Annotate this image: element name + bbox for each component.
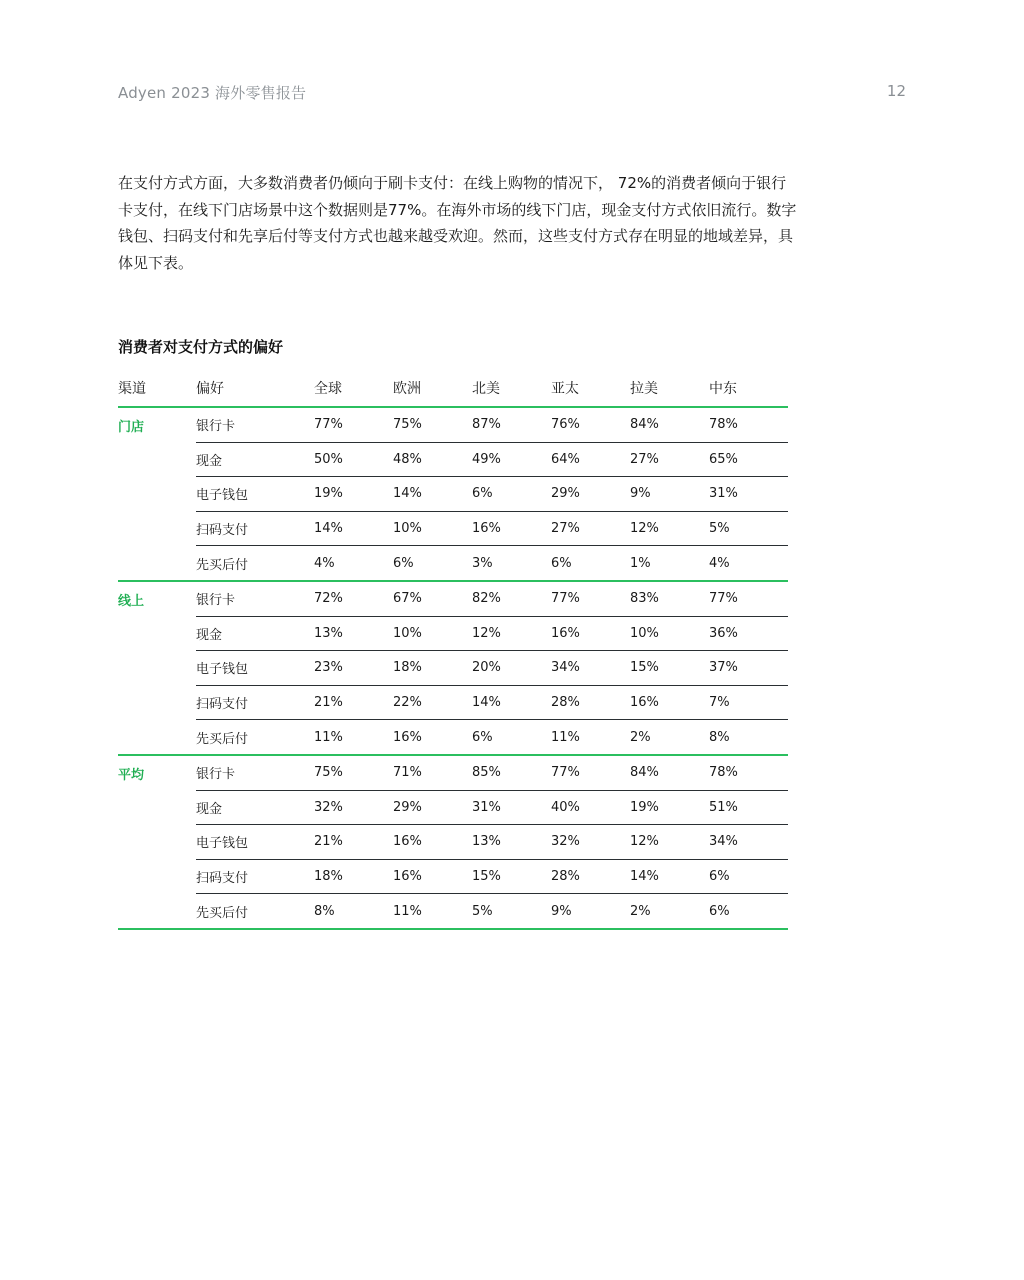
channel-label: 线上 bbox=[118, 581, 196, 755]
table-header-row bbox=[118, 370, 788, 407]
percentage-cell: 77% bbox=[551, 755, 630, 790]
percentage-cell: 77% bbox=[709, 581, 788, 616]
report-header-title: Adyen 2023 海外零售报告 bbox=[118, 84, 307, 102]
percentage-cell: 15% bbox=[630, 651, 709, 686]
page-number: 12 bbox=[886, 82, 906, 100]
percentage-cell: 13% bbox=[472, 825, 551, 860]
percentage-cell: 6% bbox=[709, 859, 788, 894]
preference-label: 扫码支付 bbox=[196, 685, 314, 720]
percentage-cell: 18% bbox=[393, 651, 472, 686]
percentage-cell: 32% bbox=[314, 790, 393, 825]
header-global: 全球 bbox=[314, 381, 342, 397]
percentage-cell: 16% bbox=[393, 720, 472, 755]
percentage-cell: 75% bbox=[314, 755, 393, 790]
percentage-cell: 10% bbox=[630, 616, 709, 651]
table-row bbox=[118, 407, 788, 442]
table-row bbox=[118, 894, 788, 929]
percentage-cell: 71% bbox=[393, 755, 472, 790]
percentage-cell: 14% bbox=[472, 685, 551, 720]
percentage-cell: 78% bbox=[709, 755, 788, 790]
percentage-cell: 28% bbox=[551, 859, 630, 894]
percentage-cell: 14% bbox=[393, 477, 472, 512]
percentage-cell: 9% bbox=[551, 894, 630, 929]
percentage-cell: 27% bbox=[630, 442, 709, 477]
percentage-cell: 8% bbox=[314, 894, 393, 929]
percentage-cell: 5% bbox=[472, 894, 551, 929]
preference-label: 先买后付 bbox=[196, 546, 314, 581]
percentage-cell: 28% bbox=[551, 685, 630, 720]
percentage-cell: 6% bbox=[709, 894, 788, 929]
preference-label: 银行卡 bbox=[196, 581, 314, 616]
percentage-cell: 15% bbox=[472, 859, 551, 894]
percentage-cell: 20% bbox=[472, 651, 551, 686]
percentage-cell: 16% bbox=[393, 825, 472, 860]
percentage-cell: 10% bbox=[393, 511, 472, 546]
channel-label: 门店 bbox=[118, 407, 196, 581]
percentage-cell: 5% bbox=[709, 511, 788, 546]
preference-label: 先买后付 bbox=[196, 720, 314, 755]
percentage-cell: 29% bbox=[393, 790, 472, 825]
table-row bbox=[118, 616, 788, 651]
preference-label: 银行卡 bbox=[196, 755, 314, 790]
channel-label: 平均 bbox=[118, 755, 196, 929]
percentage-cell: 6% bbox=[551, 546, 630, 581]
table-row bbox=[118, 477, 788, 512]
percentage-cell: 50% bbox=[314, 442, 393, 477]
percentage-cell: 27% bbox=[551, 511, 630, 546]
percentage-cell: 18% bbox=[314, 859, 393, 894]
preference-label: 扫码支付 bbox=[196, 511, 314, 546]
table-row bbox=[118, 651, 788, 686]
percentage-cell: 85% bbox=[472, 755, 551, 790]
percentage-cell: 8% bbox=[709, 720, 788, 755]
preference-label: 电子钱包 bbox=[196, 477, 314, 512]
percentage-cell: 37% bbox=[709, 651, 788, 686]
percentage-cell: 29% bbox=[551, 477, 630, 512]
table-row bbox=[118, 720, 788, 755]
percentage-cell: 31% bbox=[472, 790, 551, 825]
header-europe: 欧洲 bbox=[393, 381, 421, 397]
header-apac: 亚太 bbox=[551, 381, 579, 397]
header-channel: 渠道 bbox=[118, 381, 146, 397]
percentage-cell: 87% bbox=[472, 407, 551, 442]
percentage-cell: 11% bbox=[314, 720, 393, 755]
percentage-cell: 12% bbox=[630, 511, 709, 546]
preference-label: 扫码支付 bbox=[196, 859, 314, 894]
intro-paragraph: 在支付方式方面，大多数消费者仍倾向于刷卡支付：在线上购物的情况下， 72%的消费者倾向于银行卡支付，在线下门店场景中这个数据则是77%。在海外市场的线下门店，现金支付方式依旧流行。数字钱包、扫码支付和先享后付等支付方式也越来越受欢迎。然而，这些支付方式存在明显的地域差异，具体见下表。 bbox=[118, 174, 797, 272]
percentage-cell: 83% bbox=[630, 581, 709, 616]
percentage-cell: 11% bbox=[393, 894, 472, 929]
percentage-cell: 6% bbox=[472, 720, 551, 755]
percentage-cell: 10% bbox=[393, 616, 472, 651]
payment-preference-table bbox=[118, 370, 788, 930]
preference-label: 现金 bbox=[196, 616, 314, 651]
preference-label: 先买后付 bbox=[196, 894, 314, 929]
percentage-cell: 84% bbox=[630, 755, 709, 790]
percentage-cell: 67% bbox=[393, 581, 472, 616]
table-row bbox=[118, 685, 788, 720]
percentage-cell: 48% bbox=[393, 442, 472, 477]
percentage-cell: 64% bbox=[551, 442, 630, 477]
percentage-cell: 31% bbox=[709, 477, 788, 512]
percentage-cell: 75% bbox=[393, 407, 472, 442]
percentage-cell: 19% bbox=[314, 477, 393, 512]
percentage-cell: 65% bbox=[709, 442, 788, 477]
preference-label: 电子钱包 bbox=[196, 825, 314, 860]
percentage-cell: 36% bbox=[709, 616, 788, 651]
table-row bbox=[118, 755, 788, 790]
header-preference: 偏好 bbox=[196, 381, 224, 397]
preference-label: 银行卡 bbox=[196, 407, 314, 442]
percentage-cell: 11% bbox=[551, 720, 630, 755]
table-row bbox=[118, 511, 788, 546]
percentage-cell: 34% bbox=[709, 825, 788, 860]
percentage-cell: 21% bbox=[314, 685, 393, 720]
percentage-cell: 2% bbox=[630, 720, 709, 755]
percentage-cell: 19% bbox=[630, 790, 709, 825]
percentage-cell: 12% bbox=[472, 616, 551, 651]
percentage-cell: 4% bbox=[709, 546, 788, 581]
percentage-cell: 23% bbox=[314, 651, 393, 686]
preference-label: 现金 bbox=[196, 442, 314, 477]
percentage-cell: 4% bbox=[314, 546, 393, 581]
percentage-cell: 6% bbox=[472, 477, 551, 512]
percentage-cell: 9% bbox=[630, 477, 709, 512]
table-body bbox=[118, 407, 788, 929]
table-row bbox=[118, 859, 788, 894]
header-north-america: 北美 bbox=[472, 381, 500, 397]
preference-label: 电子钱包 bbox=[196, 651, 314, 686]
header-middle-east: 中东 bbox=[709, 381, 737, 397]
preference-label: 现金 bbox=[196, 790, 314, 825]
percentage-cell: 16% bbox=[551, 616, 630, 651]
table-title: 消费者对支付方式的偏好 bbox=[118, 338, 284, 356]
percentage-cell: 6% bbox=[393, 546, 472, 581]
table-row bbox=[118, 825, 788, 860]
percentage-cell: 14% bbox=[314, 511, 393, 546]
percentage-cell: 78% bbox=[709, 407, 788, 442]
percentage-cell: 34% bbox=[551, 651, 630, 686]
percentage-cell: 32% bbox=[551, 825, 630, 860]
percentage-cell: 72% bbox=[314, 581, 393, 616]
percentage-cell: 40% bbox=[551, 790, 630, 825]
percentage-cell: 22% bbox=[393, 685, 472, 720]
percentage-cell: 7% bbox=[709, 685, 788, 720]
percentage-cell: 82% bbox=[472, 581, 551, 616]
table-row bbox=[118, 546, 788, 581]
percentage-cell: 16% bbox=[630, 685, 709, 720]
percentage-cell: 21% bbox=[314, 825, 393, 860]
table-row bbox=[118, 581, 788, 616]
percentage-cell: 51% bbox=[709, 790, 788, 825]
percentage-cell: 84% bbox=[630, 407, 709, 442]
percentage-cell: 16% bbox=[472, 511, 551, 546]
percentage-cell: 16% bbox=[393, 859, 472, 894]
header-latam: 拉美 bbox=[630, 381, 658, 397]
percentage-cell: 77% bbox=[314, 407, 393, 442]
percentage-cell: 3% bbox=[472, 546, 551, 581]
percentage-cell: 77% bbox=[551, 581, 630, 616]
table-row bbox=[118, 442, 788, 477]
percentage-cell: 49% bbox=[472, 442, 551, 477]
percentage-cell: 2% bbox=[630, 894, 709, 929]
percentage-cell: 12% bbox=[630, 825, 709, 860]
percentage-cell: 1% bbox=[630, 546, 709, 581]
table-row bbox=[118, 790, 788, 825]
percentage-cell: 76% bbox=[551, 407, 630, 442]
percentage-cell: 14% bbox=[630, 859, 709, 894]
percentage-cell: 13% bbox=[314, 616, 393, 651]
